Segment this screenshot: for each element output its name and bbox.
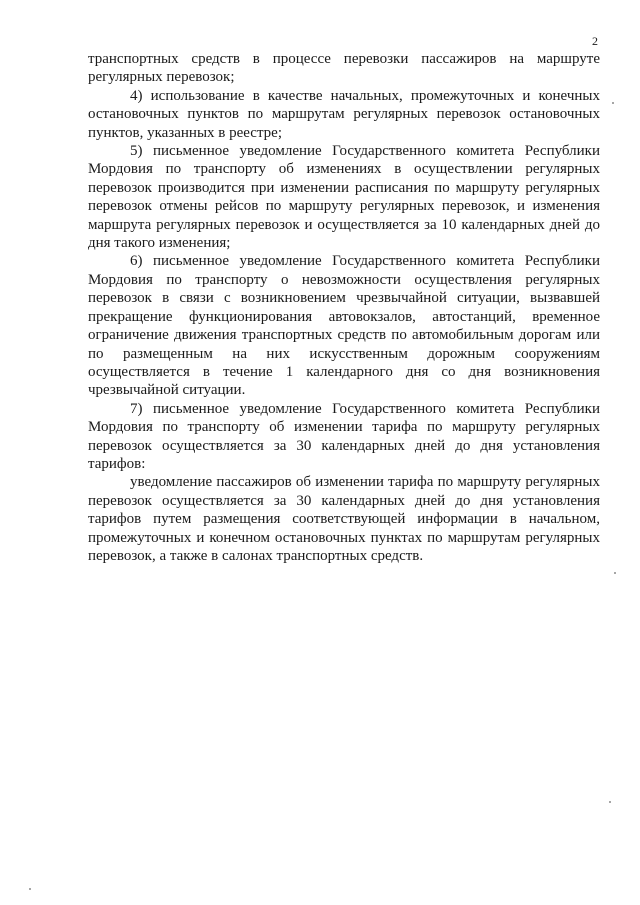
paragraph-item-6: 6) письменное уведомление Государственного комитета Республики Мордовия по транспорту о невозможности осуществления регулярных перевозок в связи с возникновением чрезвычайной ситуации, вызвавшей прекращение функционирования автовокзалов, автостанций, временное ограничение движения транспортных средств по автомобильным дорогам или по размещенным на них искусственным дорожным сооружениям осуществляется в течение 1 календарного дня со дня возникновения чрезвычайной ситуации. — [88, 253, 600, 399]
scan-speck — [612, 102, 614, 104]
paragraph-item-5: 5) письменное уведомление Государственного комитета Республики Мордовия по транспорту об изменениях в осуществлении регулярных перевозок производится при изменении расписания по маршруту регулярных перевозок отмены рейсов по маршруту регулярных перевозок, и изменения маршрута регулярных перевозок и осуществляется за 10 календарных дней до дня такого изменения; — [88, 143, 600, 252]
paragraph-item-7: 7) письменное уведомление Государственного комитета Республики Мордовия по транспорту об изменении тарифа по маршруту регулярных перевозок осуществляется за 30 календарных дней до дня установления тарифов: — [88, 400, 600, 472]
scan-speck — [614, 572, 616, 574]
paragraph-passenger-notice: уведомление пассажиров об изменении тарифа по маршруту регулярных перевозок осуществляется за 30 календарных дней до дня установления тарифов путем размещения соответствующей информации в начальном, промежуточных и конечном остановочных пунктах по маршрутам регулярных перевозок, а также в салонах транспортных средств. — [88, 474, 600, 564]
page-number: 2 — [592, 34, 598, 48]
scan-speck — [29, 888, 31, 890]
paragraph-item-4: 4) использование в качестве начальных, промежуточных и конечных остановочных пунктов по маршрутам регулярных перевозок остановочных пунктов, указанных в реестре; — [88, 87, 600, 141]
paragraph-continuation: транспортных средств в процессе перевозки пассажиров на маршруте регулярных перевозок; — [88, 51, 600, 86]
scan-speck — [609, 801, 611, 803]
document-body — [88, 50, 600, 565]
